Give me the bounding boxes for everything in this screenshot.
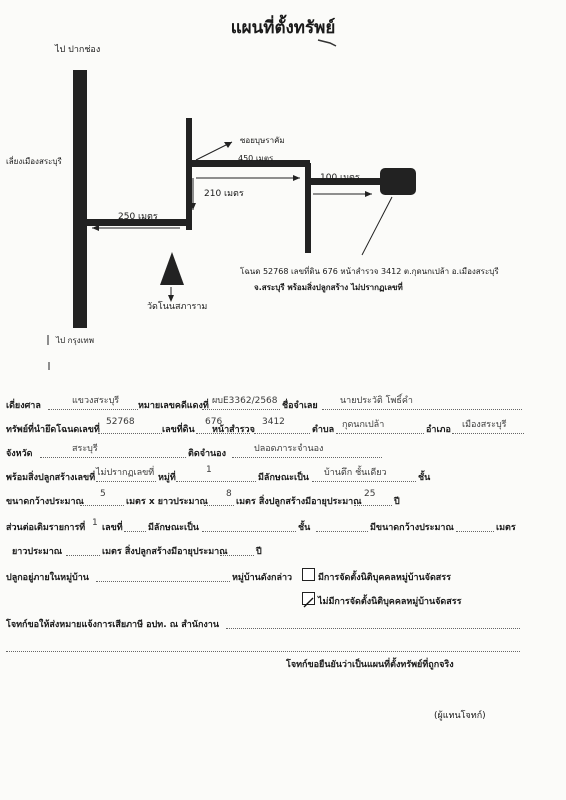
tax-notice-label: โจทก์ขอให้ส่งหมายแจ้งการเสียภาษี อปท. ณ สำนักงาน <box>6 620 219 630</box>
building-label: พร้อมสิ่งปลูกสร้างเลขที่ <box>6 473 96 483</box>
asset-deed-label: ทรัพย์ที่นำยึดโฉนดเลขที่ <box>6 425 100 435</box>
province-value: สระบุรี <box>72 444 98 454</box>
option-not-established-checkbox[interactable] <box>302 592 315 605</box>
deed-number: 52768 <box>106 417 135 427</box>
option-established-checkbox[interactable] <box>302 568 315 581</box>
type-value: บ้านตึก ชั้นเดียว <box>324 468 387 478</box>
mortgage-label: ติดจำนอง <box>188 449 226 459</box>
building-number: ไม่ปรากฏเลขที่ <box>96 468 155 478</box>
year-label: ปี <box>394 497 400 507</box>
case-number-value: ผบE3362/2568 <box>212 396 278 406</box>
to-bangkok-label: ไป กรุงเทพ <box>56 336 94 345</box>
option-not-established-label: ไม่มีการจัดตั้งนิติบุคคลหมู่บ้านจัดสรร <box>318 597 462 607</box>
mortgage-value: ปลอดภาระจำนอง <box>254 444 324 454</box>
extension-length-label: ยาวประมาณ <box>12 547 63 557</box>
province-label: จังหวัด <box>6 449 33 459</box>
distance-210-label: 210 เมตร <box>204 189 244 199</box>
extension-unit-label: เมตร <box>496 523 516 533</box>
court-label: เดี่ยงศาล <box>6 401 41 411</box>
extension-age-label: เมตร สิ่งปลูกสร้างมีอายุประมาณ <box>102 547 228 557</box>
extension-no-label: เลขที่ <box>102 523 123 533</box>
tambon-value: กุดนกเปล้า <box>342 420 385 430</box>
survey-label: หน้าสำรวจ <box>212 425 255 435</box>
defendant-value: นายประวัติ โพธิ์คำ <box>340 396 413 406</box>
signer-label: (ผู้แทนโจทก์) <box>434 711 486 721</box>
village-label: ปลูกอยู่ภายในหมู่บ้าน <box>6 573 89 583</box>
distance-450-label: 450 เมตร <box>238 154 274 163</box>
amphoe-value: เมืองสระบุรี <box>462 420 507 430</box>
temple-label: วัดโนนสภาราม <box>147 302 208 312</box>
length-label: เมตร x ยาวประมาณ <box>126 497 208 507</box>
land-number: 676 <box>205 417 223 427</box>
length-value: 8 <box>226 489 232 499</box>
distance-100-label: 100 เมตร <box>320 173 360 183</box>
moo-value: 1 <box>206 465 212 475</box>
tambon-label: ตำบล <box>312 425 335 435</box>
defendant-label: ชื่อจำเลย <box>282 401 318 411</box>
temple-icon <box>160 252 184 285</box>
location-map <box>0 0 566 380</box>
road-210m <box>186 118 192 230</box>
extension-year-label: ปี <box>256 547 262 557</box>
extension-size-label: มีขนาดกว้างประมาณ <box>370 523 454 533</box>
to-pakchong-label: ไป ปากช่อง <box>55 45 101 55</box>
deed-line-1: โฉนด 52768 เลขที่ดิน 676 หน้าสำรวจ 3412 ต.กุดนกเปล้า อ.เมืองสระบุรี <box>240 267 499 276</box>
width-value: 5 <box>100 489 106 499</box>
size-label: ขนาดกว้างประมาณ <box>6 497 84 507</box>
soi-label: ซอยบุษราคัม <box>240 136 285 145</box>
option-established-label: มีการจัดตั้งนิติบุคคลหมู่บ้านจัดสรร <box>318 573 451 583</box>
property-marker <box>380 168 416 195</box>
village-said-label: หมู่บ้านดังกล่าว <box>232 573 293 583</box>
extension-number: 1 <box>92 518 98 528</box>
extension-floor-label: ชั้น <box>298 523 311 533</box>
age-value: 25 <box>364 489 376 499</box>
extension-label: ส่วนต่อเติมรายการที่ <box>6 523 86 533</box>
certify-text: โจทก์ขอยืนยันว่าเป็นแผนที่ตั้งทรัพย์ที่ถูกจริง <box>286 660 454 670</box>
deed-line-2: จ.สระบุรี พร้อมสิ่งปลูกสร้าง ไม่ปรากฏเลขที่ <box>254 283 403 292</box>
type-label: มีลักษณะเป็น <box>258 473 309 483</box>
moo-label: หมู่ที่ <box>158 473 176 483</box>
page-title: แผนที่ตั้งทรัพย์ <box>230 18 336 38</box>
check-mark-icon <box>303 597 314 608</box>
distance-250-label: 250 เมตร <box>118 212 158 222</box>
extension-type-label: มีลักษณะเป็น <box>148 523 199 533</box>
floor-label: ชั้น <box>418 473 431 483</box>
land-number-label: เลขที่ดิน <box>162 425 195 435</box>
case-number-label: หมายเลขคดีแดงที่ <box>138 401 209 411</box>
survey-number: 3412 <box>262 417 285 427</box>
highway-road <box>73 70 87 328</box>
bypass-label: เลี่ยงเมืองสระบุรี <box>6 157 62 166</box>
age-label: เมตร สิ่งปลูกสร้างมีอายุประมาณ <box>236 497 362 507</box>
court-value: แขวงสระบุรี <box>72 396 120 406</box>
road-vertical-right <box>305 163 311 253</box>
amphoe-label: อำเภอ <box>426 425 451 435</box>
